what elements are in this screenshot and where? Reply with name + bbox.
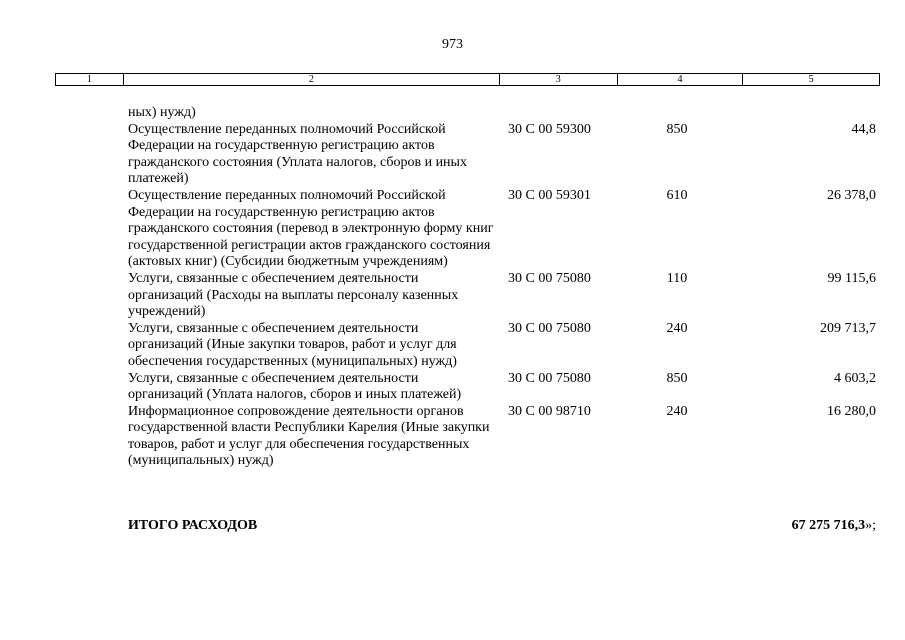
row-description: Услуги, связанные с обеспечением деятельности организаций (Уплата налогов, сборов и иных платежей) — [128, 370, 462, 403]
column-header-1: 1 — [56, 74, 124, 85]
table-row — [0, 188, 905, 271]
row-target-code: 30 С 00 75080 — [508, 320, 591, 336]
row-description: Услуги, связанные с обеспечением деятельности организаций (Расходы на выплаты персоналу казенных учреждений) — [128, 270, 459, 320]
row-description: Осуществление переданных полномочий Российской Федерации на государственную регистрацию актов гражданского состояния (Уплата налогов, сборов и иных платежей) — [128, 121, 467, 187]
row-expense-type: 850 — [666, 370, 688, 386]
row-amount: 44,8 — [851, 121, 876, 137]
row-target-code: 30 С 00 98710 — [508, 403, 591, 419]
total-amount-group — [792, 518, 876, 535]
total-label: ИТОГО РАСХОДОВ — [128, 518, 258, 533]
row-expense-type: 240 — [666, 403, 688, 419]
row-amount: 16 280,0 — [827, 403, 876, 419]
column-header-row — [55, 73, 880, 86]
row-target-code: 30 С 00 59300 — [508, 121, 591, 137]
column-header-3: 3 — [500, 74, 618, 85]
column-header-5: 5 — [808, 74, 814, 85]
row-description: Информационное сопровождение деятельности органов государственной власти Республики Карелия (Иные закупки товаров, работ и услуг для обеспечения государственных (муниципальных) нужд) — [128, 403, 490, 469]
table-row — [0, 105, 905, 122]
row-amount: 4 603,2 — [834, 370, 876, 386]
row-amount: 99 115,6 — [827, 270, 876, 286]
row-description: Осуществление переданных полномочий Российской Федерации на государственную регистрацию актов гражданского состояния (перевод в электронную форму книг государственной регистрации актов гражданского состояния (актовых книг) (Субсидии бюджетным учреждениям) — [128, 187, 494, 270]
table-row — [0, 122, 905, 188]
row-target-code: 30 С 00 75080 — [508, 270, 591, 286]
total-suffix: »; — [865, 518, 876, 533]
row-description: ных) нужд) — [128, 105, 196, 120]
row-expense-type: 850 — [666, 121, 688, 137]
row-expense-type: 240 — [666, 320, 688, 336]
column-header-2: 2 — [124, 74, 500, 85]
page-number: 973 — [442, 37, 463, 52]
row-amount: 26 378,0 — [827, 187, 876, 203]
table-row — [0, 404, 905, 470]
row-target-code: 30 С 00 75080 — [508, 370, 591, 386]
row-amount: 209 713,7 — [820, 320, 876, 336]
row-expense-type: 110 — [666, 270, 688, 286]
table-row — [0, 271, 905, 321]
table-row — [0, 321, 905, 371]
row-description: Услуги, связанные с обеспечением деятельности организаций (Иные закупки товаров, работ и услуг для обеспечения государственных (муниципальных) нужд) — [128, 320, 457, 369]
row-expense-type: 610 — [666, 187, 688, 203]
row-target-code: 30 С 00 59301 — [508, 187, 591, 203]
column-header-4: 4 — [618, 74, 744, 85]
expense-table-body — [0, 105, 905, 470]
table-row — [0, 371, 905, 404]
total-amount: 67 275 716,3 — [791, 518, 866, 533]
